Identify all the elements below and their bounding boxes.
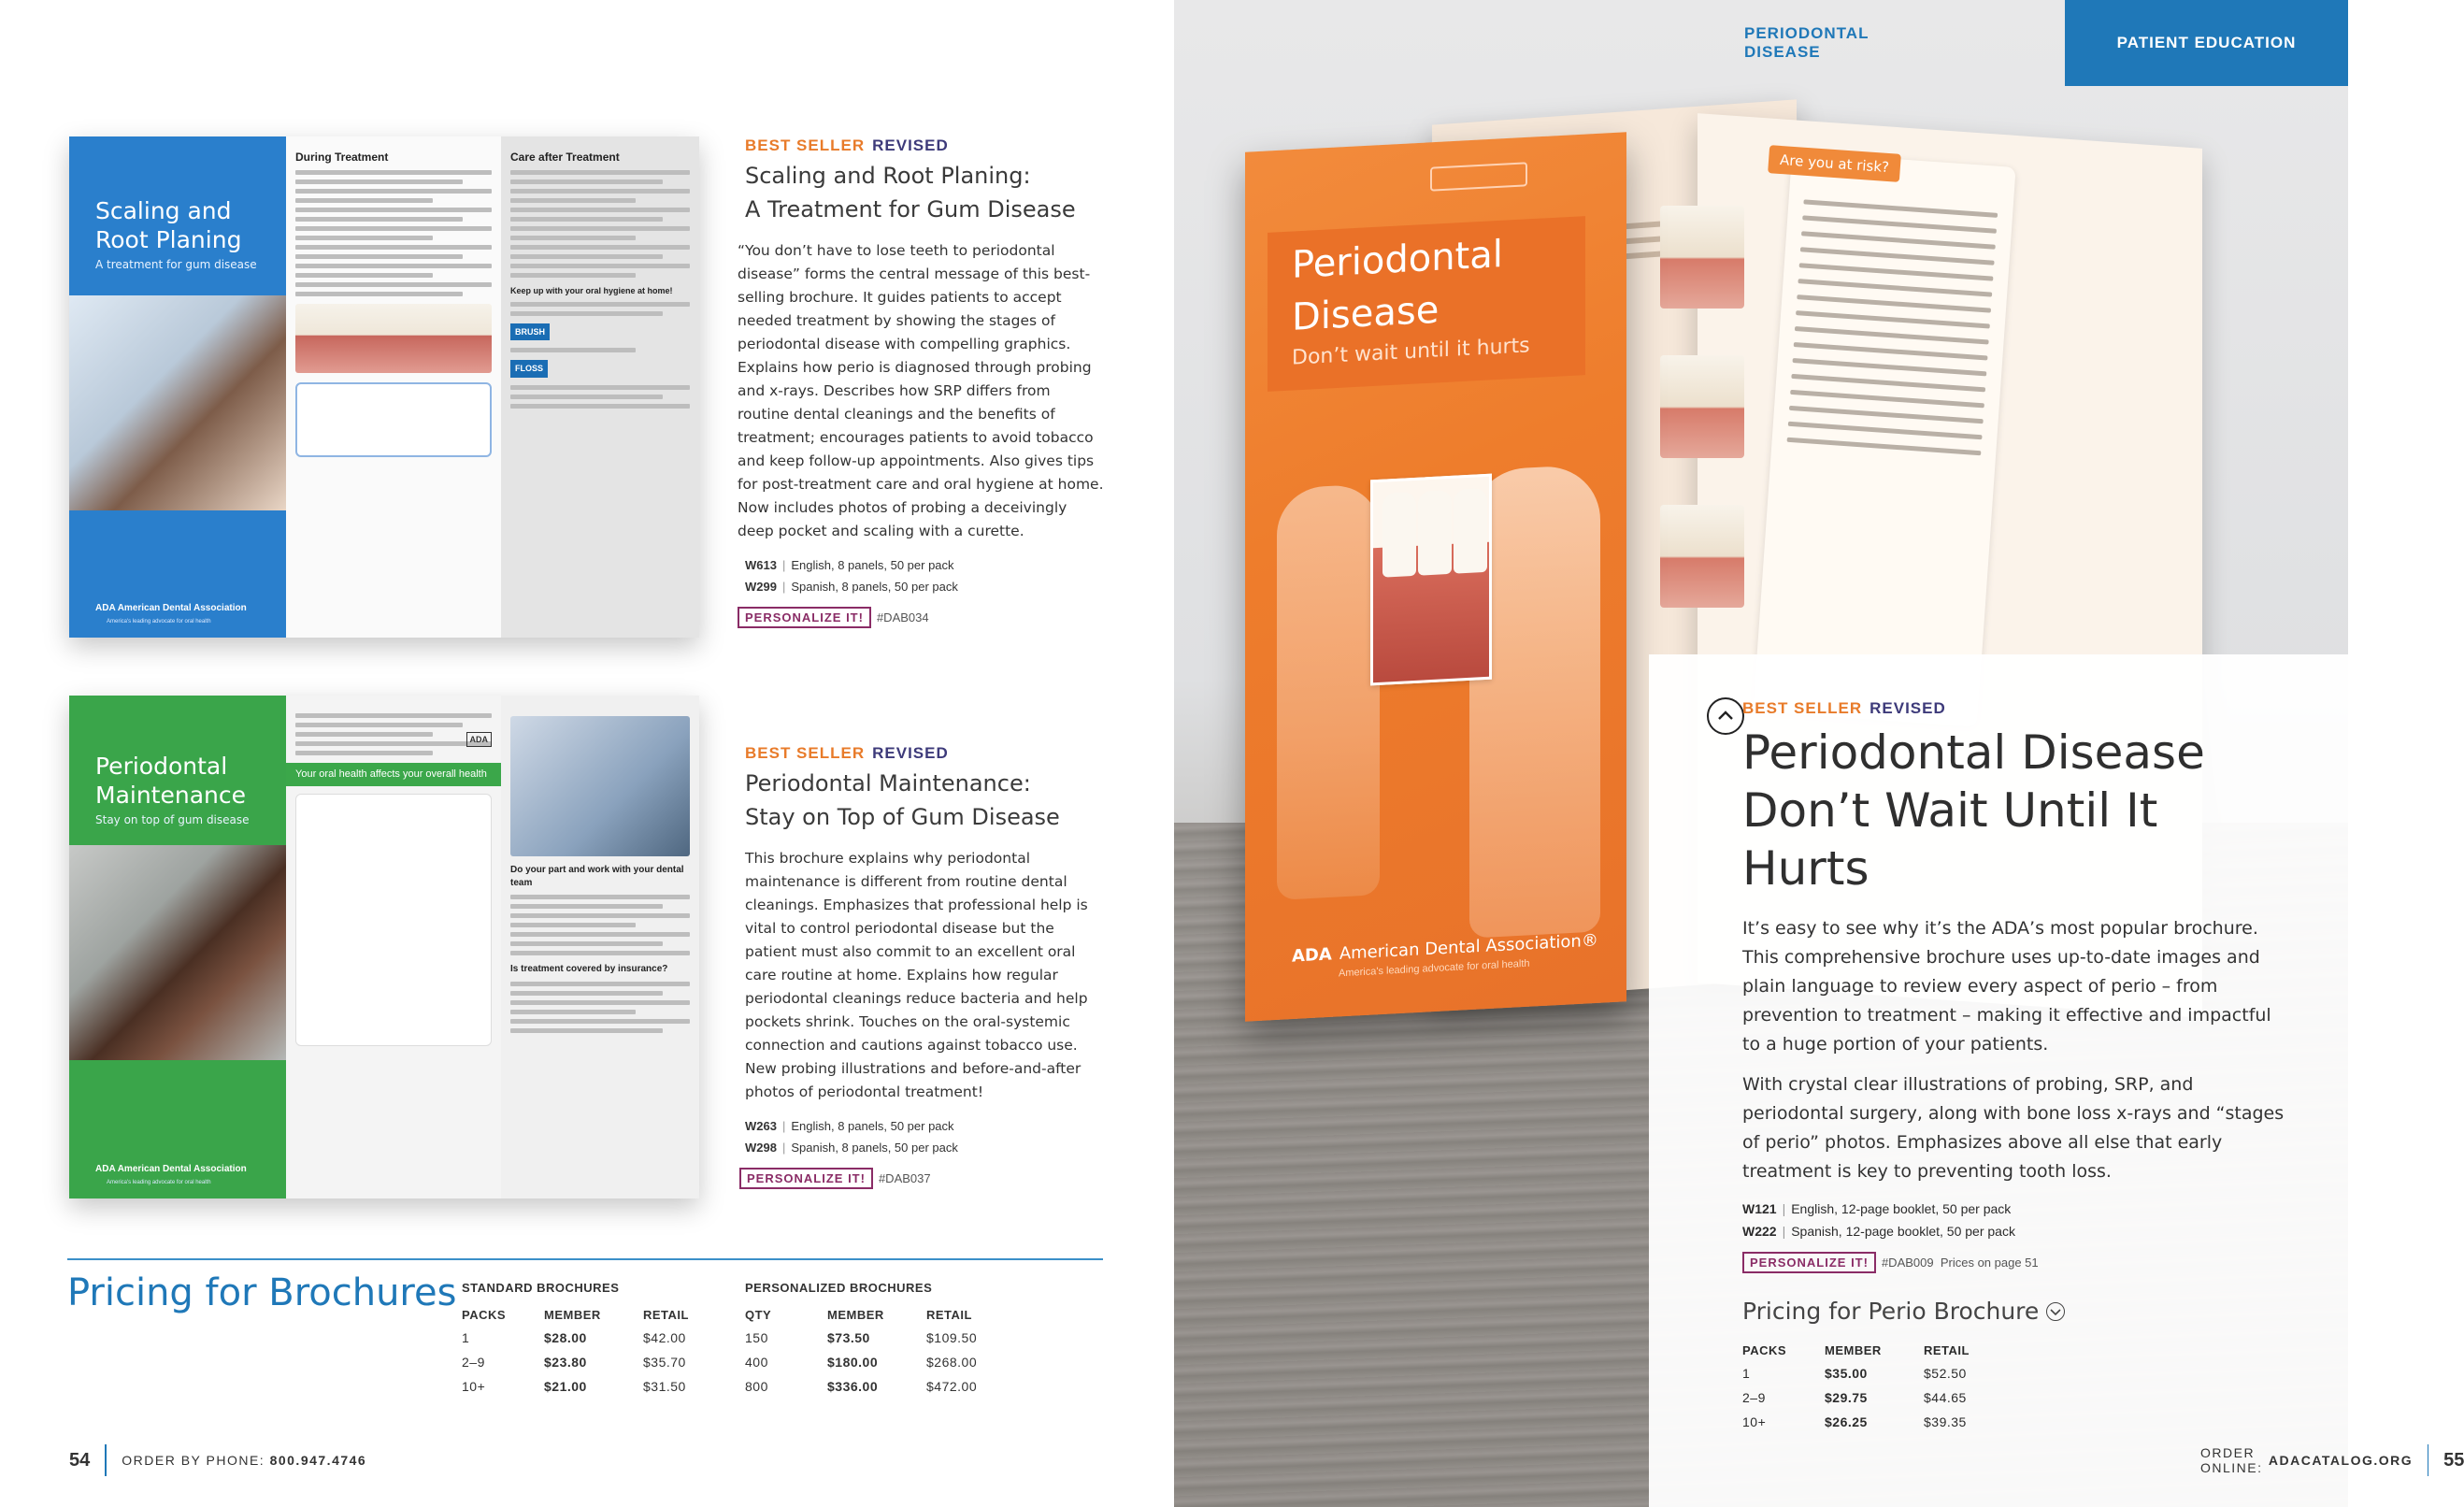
cover-title-line1: Periodontal: [1292, 233, 1503, 287]
tooth-stage-photo: [1660, 206, 1744, 309]
text-line: [295, 254, 463, 259]
sku-list: [1742, 1201, 2285, 1239]
cell-member: $35.00: [1825, 1366, 1868, 1381]
sku-row: [745, 1119, 1105, 1133]
cell-retail: $39.35: [1924, 1414, 1967, 1429]
sku-row: [745, 558, 1105, 572]
brush-tag: BRUSH: [510, 323, 550, 340]
text-line: [1795, 326, 1989, 344]
personalize-code: #DAB009: [1881, 1256, 1934, 1270]
phone-number[interactable]: 800.947.4746: [269, 1453, 367, 1468]
sku-code: W263: [745, 1119, 777, 1133]
text-line: [510, 951, 690, 955]
feature-title: [1742, 724, 2285, 897]
footer-divider: [105, 1444, 107, 1476]
personalize-button[interactable]: PERSONALIZE IT!: [739, 1168, 873, 1189]
sku-list: [745, 1119, 1105, 1155]
right-page: [1174, 0, 2464, 1507]
pricing-divider: [67, 1258, 1103, 1260]
brochure-panel-1: [286, 696, 501, 1198]
text-line: [510, 311, 663, 316]
personalize-row: [738, 607, 1105, 628]
table-header-row: [1742, 1340, 1970, 1361]
cell-retail: $109.50: [926, 1330, 978, 1345]
footer-label: ORDER ONLINE:: [2200, 1445, 2263, 1475]
green-tab: Your oral health affects your overall health: [286, 763, 501, 786]
product-title: [745, 159, 1105, 226]
text-line: [1797, 294, 1991, 312]
tab-periodontal-disease[interactable]: PERIODONTAL DISEASE: [1744, 24, 1869, 61]
cover-label: [1430, 162, 1527, 191]
cell-retail: $52.50: [1924, 1366, 1967, 1381]
text-line: [295, 208, 492, 212]
panel-subheading: Is treatment covered by insurance?: [510, 964, 668, 974]
sku-desc: English, 8 panels, 50 per pack: [791, 1119, 954, 1133]
text-line: [510, 254, 663, 259]
sku-code: W613: [745, 558, 777, 572]
text-line: [1796, 310, 1990, 328]
table-row: [745, 1374, 1001, 1399]
sku-code: W121: [1742, 1201, 1777, 1216]
cell-packs: 10+: [1742, 1414, 1767, 1429]
cover-subtitle: A treatment for gum disease: [95, 258, 257, 271]
text-line: [510, 913, 690, 918]
ada-tagline: America's leading advocate for oral health: [107, 1180, 211, 1185]
text-line: [1794, 342, 1988, 360]
personalize-row: [739, 1168, 1105, 1189]
product-description: This brochure explains why periodontal maintenance is different from routine dental cleanings. Emphasizes that professional help is vital to control periodontal disease but the patient must also commit to an excellent oral care routine at home. Explains how regular periodontal cleanings reduce bacteria and help pockets shrink. Touches on the oral-systemic connection and cautions against tobacco use. New probing illustrations and before-and-after photos of periodontal treatment!: [745, 850, 1088, 1100]
sku-code: W299: [745, 580, 777, 594]
separator: |: [781, 1141, 786, 1155]
cell-retail: $472.00: [926, 1379, 978, 1394]
cell-member: $21.00: [544, 1379, 587, 1394]
product-title-line2: Stay on Top of Gum Disease: [745, 804, 1060, 830]
cell-member: $26.25: [1825, 1414, 1868, 1429]
column-header: MEMBER: [544, 1308, 601, 1322]
separator: |: [781, 558, 786, 572]
cell-member: $23.80: [544, 1355, 587, 1370]
sku-desc: Spanish, 12-page booklet, 50 per pack: [1791, 1224, 2015, 1239]
ada-logo-mark: ADA: [1292, 944, 1332, 967]
product-maintenance: [745, 744, 1105, 1189]
text-line: [295, 264, 492, 268]
product-badges: [745, 136, 1105, 155]
brochure-cover: [69, 696, 286, 1198]
text-line: [510, 923, 636, 927]
prices-note: Prices on page 51: [1940, 1256, 2039, 1270]
cover-title-line2: Disease: [1292, 288, 1440, 339]
cell-retail: $42.00: [643, 1330, 686, 1345]
left-page: [0, 0, 1174, 1507]
brochure-panel-2: [501, 136, 699, 638]
text-line: [295, 751, 433, 755]
feature-description-1: It’s easy to see why it’s the ADA’s most popular brochure. This comprehensive brochure uses up-to-date images and plain language to review every aspect of perio – from prevention to treatment – making it effective and impactful to a huge portion of your patients.: [1742, 918, 2271, 1055]
cell-packs: 2–9: [1742, 1390, 1766, 1405]
product-badges: [745, 744, 1105, 763]
text-line: [1798, 279, 1992, 296]
text-line: [510, 1010, 636, 1014]
cover-subtitle: Don’t wait until it hurts: [1292, 334, 1530, 370]
brochure-panel-2: [501, 696, 699, 1198]
cell-retail: $35.70: [643, 1355, 686, 1370]
text-line: [510, 189, 690, 194]
personalize-button[interactable]: PERSONALIZE IT!: [1742, 1252, 1876, 1273]
text-line: [510, 395, 663, 399]
text-line: [510, 217, 663, 222]
text-line: [510, 170, 690, 175]
cover-photo: [69, 845, 286, 1060]
text-line: [295, 732, 433, 737]
text-line: [510, 302, 690, 307]
footer-label: ORDER BY PHONE:: [122, 1453, 265, 1468]
cell-qty: 800: [745, 1379, 768, 1394]
personalize-row: [1742, 1252, 2285, 1273]
sku-code: W222: [1742, 1224, 1777, 1239]
table-row: [462, 1326, 718, 1350]
text-line: [295, 198, 433, 203]
brochure-panel-1: [286, 136, 501, 638]
feature-title-line1: Periodontal Disease: [1742, 725, 2205, 780]
best-seller-badge: BEST SELLER: [745, 136, 866, 154]
ada-logo: ADA American Dental Association: [95, 1164, 247, 1174]
ada-tagline: America's leading advocate for oral health: [107, 619, 211, 624]
sku-desc: Spanish, 8 panels, 50 per pack: [791, 1141, 958, 1155]
ada-tagline: America's leading advocate for oral health: [1339, 957, 1530, 980]
table-row: [1742, 1361, 1970, 1385]
text-line: [510, 264, 690, 268]
feature-content: [1742, 699, 2285, 1434]
page-number: 55: [2443, 1449, 2464, 1471]
risk-card: [1753, 151, 2015, 726]
text-line: [295, 179, 463, 184]
product-title: [745, 767, 1105, 834]
personalize-code: #DAB034: [876, 610, 929, 624]
sku-desc: English, 8 panels, 50 per pack: [791, 558, 954, 572]
cell-member: $336.00: [827, 1379, 879, 1394]
text-line: [510, 991, 663, 996]
risk-tab: Are you at risk?: [1768, 145, 1901, 182]
best-seller-badge: BEST SELLER: [745, 744, 866, 762]
text-line: [510, 1000, 690, 1005]
product-title-line2: A Treatment for Gum Disease: [745, 196, 1076, 222]
separator: |: [1782, 1224, 1786, 1239]
sku-code: W298: [745, 1141, 777, 1155]
cover-title: [1292, 228, 1503, 344]
table-header-row: [462, 1304, 718, 1326]
pricing-title: Pricing for Brochures: [67, 1271, 457, 1314]
text-line: [510, 404, 690, 409]
text-line: [510, 385, 690, 390]
text-line: [1788, 422, 1983, 439]
website-link[interactable]: ADACATALOG.ORG: [2268, 1453, 2414, 1468]
text-line: [1800, 247, 1995, 265]
text-line: [510, 245, 690, 250]
cell-member: $28.00: [544, 1330, 587, 1345]
product-title-line1: Scaling and Root Planing:: [745, 163, 1031, 189]
text-line: [510, 932, 690, 937]
cell-member: $180.00: [827, 1355, 879, 1370]
text-line: [295, 292, 463, 296]
tooth-shape: [1418, 490, 1452, 576]
tooth-illustration: [1277, 483, 1380, 900]
text-line: [510, 273, 636, 278]
text-line: [1790, 390, 1984, 408]
personalize-button[interactable]: PERSONALIZE IT!: [738, 607, 871, 628]
separator: |: [1782, 1201, 1786, 1216]
text-line: [510, 208, 690, 212]
sku-desc: English, 12-page booklet, 50 per pack: [1791, 1201, 2012, 1216]
cover-title: Scaling and Root Planing: [95, 197, 242, 254]
text-line: [1791, 374, 1985, 392]
text-line: [295, 245, 492, 250]
text-line: [510, 904, 663, 909]
cover-subtitle: Stay on top of gum disease: [95, 813, 250, 826]
cell-retail: $44.65: [1924, 1390, 1967, 1405]
callout-box: [295, 382, 492, 457]
text-line: [295, 226, 492, 231]
chevron-down-icon[interactable]: [2046, 1302, 2065, 1321]
feature-badges: [1742, 699, 2285, 718]
text-line: [1792, 358, 1986, 376]
text-line: [510, 198, 636, 203]
table-caption: STANDARD BROCHURES: [462, 1281, 620, 1295]
info-card: [295, 794, 492, 1046]
text-line: [510, 236, 636, 240]
text-line: [1799, 263, 1994, 280]
cell-member: $29.75: [1825, 1390, 1868, 1405]
sku-list: [745, 558, 1105, 594]
tooth-stage-photo: [1660, 505, 1744, 608]
standard-pricing-table: [462, 1281, 718, 1399]
cell-packs: 1: [462, 1330, 470, 1345]
text-line: [295, 189, 492, 194]
text-line: [510, 1028, 663, 1033]
table-row: [745, 1326, 1001, 1350]
table-row: [745, 1350, 1001, 1374]
scaling-brochure-image: [69, 136, 699, 638]
cover-title: Periodontal Maintenance: [95, 753, 246, 810]
text-line: [1787, 438, 1982, 455]
table-row: [462, 1350, 718, 1374]
dental-team-photo: [510, 716, 690, 856]
table-row: [1742, 1410, 1970, 1434]
text-line: [510, 1019, 690, 1024]
tooth-stage-photo: [1660, 355, 1744, 458]
perio-pricing-table: [1742, 1340, 1970, 1434]
perio-pricing-title: [1742, 1298, 2285, 1325]
ada-seal-icon: ADA: [466, 732, 493, 747]
product-scaling: [738, 136, 1105, 628]
text-line: [510, 941, 663, 946]
sku-row: [1742, 1201, 2285, 1216]
sku-row: [745, 580, 1105, 594]
ada-logo-text: American Dental Association®: [1339, 930, 1598, 964]
text-line: [295, 273, 433, 278]
text-line: [1789, 406, 1984, 423]
sku-desc: Spanish, 8 panels, 50 per pack: [791, 580, 958, 594]
cell-member: $73.50: [827, 1330, 870, 1345]
cell-qty: 150: [745, 1330, 768, 1345]
text-line: [1801, 231, 1996, 249]
text-line: [295, 713, 492, 718]
cell-packs: 10+: [462, 1379, 486, 1394]
text-line: [295, 282, 492, 287]
personalize-code: #DAB037: [878, 1171, 931, 1185]
cell-retail: $31.50: [643, 1379, 686, 1394]
sku-row: [745, 1141, 1105, 1155]
tooth-shape: [1382, 492, 1416, 578]
footer-right: [2200, 1444, 2464, 1476]
separator: |: [781, 580, 786, 594]
text-line: [295, 217, 463, 222]
text-line: [510, 982, 690, 986]
column-header: QTY: [745, 1308, 772, 1322]
cover-photo: [69, 295, 286, 510]
panel-subheading: Keep up with your oral hygiene at home!: [510, 286, 673, 296]
feature-description-2: With crystal clear illustrations of probing, SRP, and periodontal surgery, along with bone loss x-rays and “stages of perio” photos. Emphasizes above all else that early treatment is key to preventing tooth loss.: [1742, 1074, 2285, 1182]
column-header: RETAIL: [1924, 1343, 1970, 1357]
floss-tag: FLOSS: [510, 360, 548, 377]
text-line: [295, 723, 463, 727]
panel-heading: Care after Treatment: [510, 151, 620, 164]
revised-badge: REVISED: [872, 744, 949, 762]
table-row: [1742, 1385, 1970, 1410]
feature-title-line2: Don’t Wait Until It Hurts: [1742, 783, 2158, 896]
column-header: MEMBER: [1825, 1343, 1882, 1357]
text-line: [295, 741, 492, 746]
chevron-up-icon: [1707, 697, 1744, 735]
tab-patient-education[interactable]: PATIENT EDUCATION: [2065, 0, 2348, 86]
table-row: [462, 1374, 718, 1399]
cell-packs: 2–9: [462, 1355, 485, 1370]
text-line: [510, 179, 663, 184]
text-line: [510, 348, 636, 352]
panel-heading: During Treatment: [295, 151, 389, 164]
page-number: 54: [69, 1449, 91, 1471]
ada-logo: ADA American Dental Association: [95, 603, 247, 613]
text-line: [510, 226, 690, 231]
text-line: [1802, 215, 1997, 233]
footer-left: [69, 1444, 366, 1476]
panel-heading: Do your part and work with your dental team: [510, 865, 684, 888]
column-header: RETAIL: [926, 1308, 972, 1322]
column-header: MEMBER: [827, 1308, 884, 1322]
column-header: PACKS: [1742, 1343, 1787, 1357]
table-caption: PERSONALIZED BROCHURES: [745, 1281, 933, 1295]
tooth-shape: [1454, 488, 1487, 574]
product-description: “You don’t have to lose teeth to periodontal disease” forms the central message of this best-selling brochure. It guides patients to accept needed treatment by showing the stages of periodontal disease with compelling graphics. Explains how perio is diagnosed through probing and x-rays. Describes how SRP differs from routine dental cleanings and the benefits of treatment; encourages patients to avoid tobacco and keep follow-up appointments. Also gives tips for post-treatment care and oral hygiene at home. Now includes photos of probing a deceivingly deep pocket and scaling with a curette.: [738, 242, 1104, 539]
teeth-illustration: [295, 304, 492, 373]
cell-qty: 400: [745, 1355, 768, 1370]
probing-inset-image: [1370, 474, 1492, 686]
column-header: PACKS: [462, 1308, 507, 1322]
text-line: [1803, 199, 1998, 217]
feature-info-panel: [1649, 654, 2464, 1507]
maintenance-brochure-image: [69, 696, 699, 1198]
separator: |: [781, 1119, 786, 1133]
cell-retail: $268.00: [926, 1355, 978, 1370]
revised-badge: REVISED: [1869, 699, 1946, 717]
cell-packs: 1: [1742, 1366, 1751, 1381]
personalized-pricing-table: [745, 1281, 1001, 1399]
text-line: [295, 236, 433, 240]
brochure-cover: [69, 136, 286, 638]
sku-row: [1742, 1224, 2285, 1239]
table-header-row: [745, 1304, 1001, 1326]
text-line: [295, 170, 492, 175]
text-line: [510, 895, 690, 899]
best-seller-badge: BEST SELLER: [1742, 699, 1863, 717]
column-header: RETAIL: [643, 1308, 689, 1322]
revised-badge: REVISED: [872, 136, 949, 154]
perio-pricing-title-text: Pricing for Perio Brochure: [1742, 1298, 2040, 1325]
product-title-line1: Periodontal Maintenance:: [745, 770, 1031, 797]
